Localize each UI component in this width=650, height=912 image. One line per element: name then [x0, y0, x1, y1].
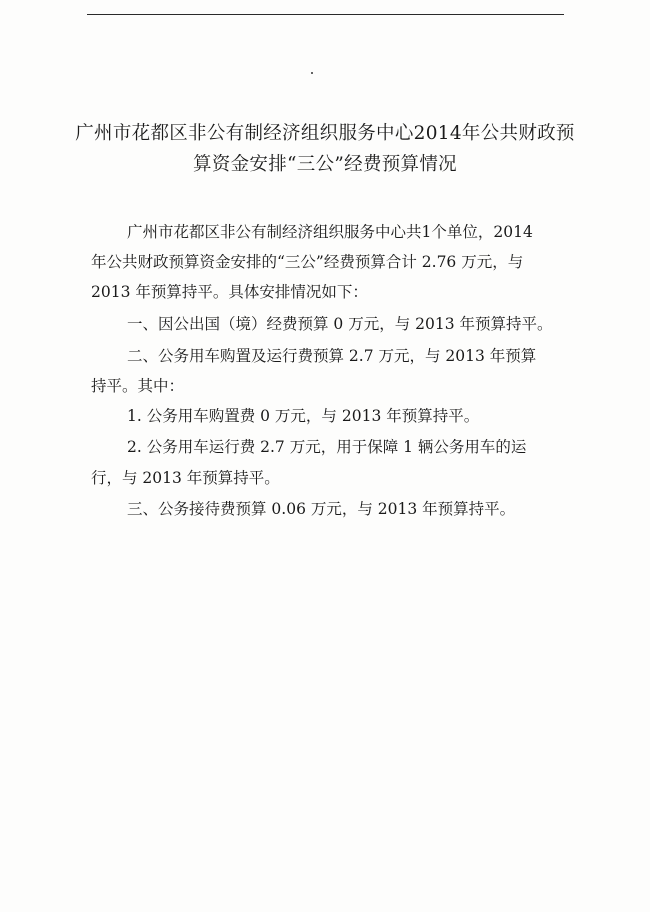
intro-line-2: 年公共财政预算资金安排的“三公”经费预算合计 2.76 万元，与: [91, 253, 524, 271]
item-2-sub-1-purchase: 1. 公务用车购置费 0 万元，与 2013 年预算持平。: [127, 407, 480, 425]
item-1-overseas-travel: 一、因公出国（境）经费预算 0 万元，与 2013 年预算持平。: [127, 315, 553, 333]
item-2-sub-2-operation-line-1: 2. 公务用车运行费 2.7 万元，用于保障 1 辆公务用车的运: [127, 438, 527, 456]
intro-line-3: 2013 年预算持平。具体安排情况如下：: [91, 283, 368, 301]
scan-speck: [311, 72, 313, 74]
item-2-sub-2-operation-line-2: 行，与 2013 年预算持平。: [91, 469, 280, 487]
top-divider-line: [87, 14, 564, 15]
document-title: 广州市花都区非公有制经济组织服务中心2014年公共财政预算资金安排“三公”经费预算情况: [75, 123, 575, 175]
item-3-reception: 三、公务接待费预算 0.06 万元，与 2013 年预算持平。: [127, 500, 516, 518]
item-2-vehicle-line-2: 持平。其中：: [91, 377, 185, 395]
intro-line-1: 广州市花都区非公有制经济组织服务中心共1个单位，2014: [127, 223, 533, 241]
item-2-vehicle-line-1: 二、公务用车购置及运行费预算 2.7 万元，与 2013 年预算: [127, 347, 537, 365]
